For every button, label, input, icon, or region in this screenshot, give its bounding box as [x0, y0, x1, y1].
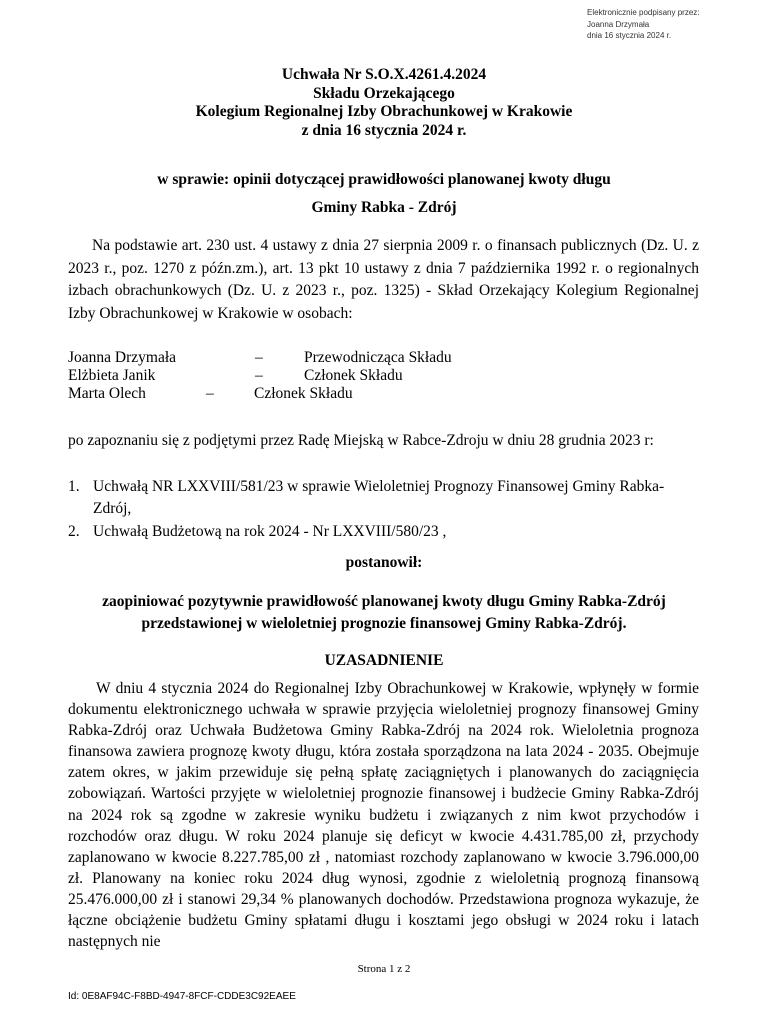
justification-text: W dniu 4 stycznia 2024 do Regionalnej Izby Obrachunkowej w Krakowie, wpłynęły w formie dokumentu elektronicznego uchwała w sprawie przyjęcia wieloletniej prognozy finansowej Gminy Rabka-Zdrój oraz Uchwała Budżetowa Gminy Rabka-Zdrój na 2024 rok. Wieloletnia prognoza finansowa zawiera prognozę kwoty długu, która została sporządzona na lata 2024 - 2035. Obejmuje zatem okres, w jakim przewiduje się pełną spłatę zaciągniętych i planowanych do zaciągnięcia zobowiązań. Wartości przyjęte w wieloletniej prognozie finansowej i budżecie Gminy Rabka-Zdrój na 2024 rok są zgodne w zakresie wyniku budżetu i związanych z nim kwot przychodów i rozchodów oraz długu. W roku 2024 planuje się deficyt w kwocie 4.431.785,00 zł, przychody zaplanowano w kwocie 8.227.785,00 zł , natomiast rozchody zaplanowano w kwocie 3.796.000,00 zł. Planowany na koniec roku 2024 dług wynosi, zgodnie z wieloletnią prognozą finansową 25.476.000,00 zł i stanowi 29,34 % planowanych dochodów. Przedstawiona prognoza wykazuje, że łączne obciążenie budżetu Gminy spłatami długu i kosztami jego obsługi w 2024 roku i latach następnych nie: [68, 680, 699, 951]
member-dash: –: [255, 367, 263, 384]
list-text: Uchwałą NR LXXVIII/581/23 w sprawie Wieloletniej Prognozy Finansowej Gminy Rabka-Zdrój,: [93, 478, 665, 517]
issuing-body: Składu Orzekającego: [313, 84, 455, 102]
member-name: Joanna Drzymała: [68, 349, 177, 366]
member-name: Marta Olech: [68, 385, 146, 402]
electronic-signature-note: [587, 7, 757, 42]
member-name: Elżbieta Janik: [68, 367, 156, 384]
member-dash: –: [255, 349, 263, 366]
signature-line-3: dnia 16 stycznia 2024 r.: [587, 31, 672, 40]
subject-line-2: Gminy Rabka - Zdrój: [311, 199, 457, 216]
resolution-number: Uchwała Nr S.O.X.4261.4.2024: [281, 66, 487, 83]
page-number: Strona 1 z 2: [357, 963, 411, 975]
list-number: 2.: [68, 523, 80, 540]
decided-heading: postanowił:: [345, 554, 423, 571]
justification-title: UZASADNIENIE: [324, 652, 444, 669]
list-number: 1.: [68, 478, 80, 495]
resolution-date: z dnia 16 stycznia 2024 r.: [301, 121, 467, 139]
document-header: [0, 66, 768, 140]
legal-basis-text: Na podstawie art. 230 ust. 4 ustawy z dnia 27 sierpnia 2009 r. o finansach publicznych (Dz. U. z 2023 r., poz. 1270 z późn.zm.), art. 13 pkt 10 ustawy z dnia 7 października 1992 r. o regionalnych izbach obrachunkowych (Dz. U. z 2023 r., poz. 1325) - Skład Orzekający Kolegium Regionalnej Izby Obrachunkowej w Krakowie w osobach:: [68, 237, 699, 322]
opinion-statement: [0, 591, 768, 635]
signature-line-1: Elektronicznie podpisany przez:: [587, 8, 700, 17]
subject-line-1: w sprawie: opinii dotyczącej prawidłowości planowanej kwoty długu: [157, 171, 611, 188]
opinion-line-2: przedstawionej w wieloletniej prognozie finansowej Gminy Rabka-Zdrój.: [141, 615, 627, 632]
member-role: Członek Składu: [304, 367, 403, 384]
opinion-line-1: zaopiniować pozytywnie prawidłowość planowanej kwoty długu Gminy Rabka-Zdrój: [102, 593, 666, 610]
member-role: Przewodnicząca Składu: [304, 349, 452, 366]
college-name: Kolegium Regionalnej Izby Obrachunkowej w Krakowie: [195, 103, 573, 120]
list-item: [68, 476, 699, 520]
signature-line-2: Joanna Drzymała: [587, 19, 650, 29]
list-item: [68, 521, 699, 543]
legal-basis-paragraph: [68, 235, 699, 325]
subject: [0, 166, 768, 222]
member-role: Członek Składu: [254, 385, 353, 402]
resolutions-list: [68, 476, 699, 544]
justification-paragraph: [68, 678, 699, 952]
list-text: Uchwałą Budżetową na rok 2024 - Nr LXXVIII/580/23 ,: [93, 523, 447, 540]
intro-paragraph: po zapoznaniu się z podjętymi przez Radę Miejską w Rabce-Zdroju w dniu 28 grudnia 2023 r:: [68, 432, 654, 449]
member-dash: –: [206, 385, 214, 402]
document-id: Id: 0E8AF94C-F8BD-4947-8FCF-CDDE3C92EAEE: [68, 991, 296, 1002]
